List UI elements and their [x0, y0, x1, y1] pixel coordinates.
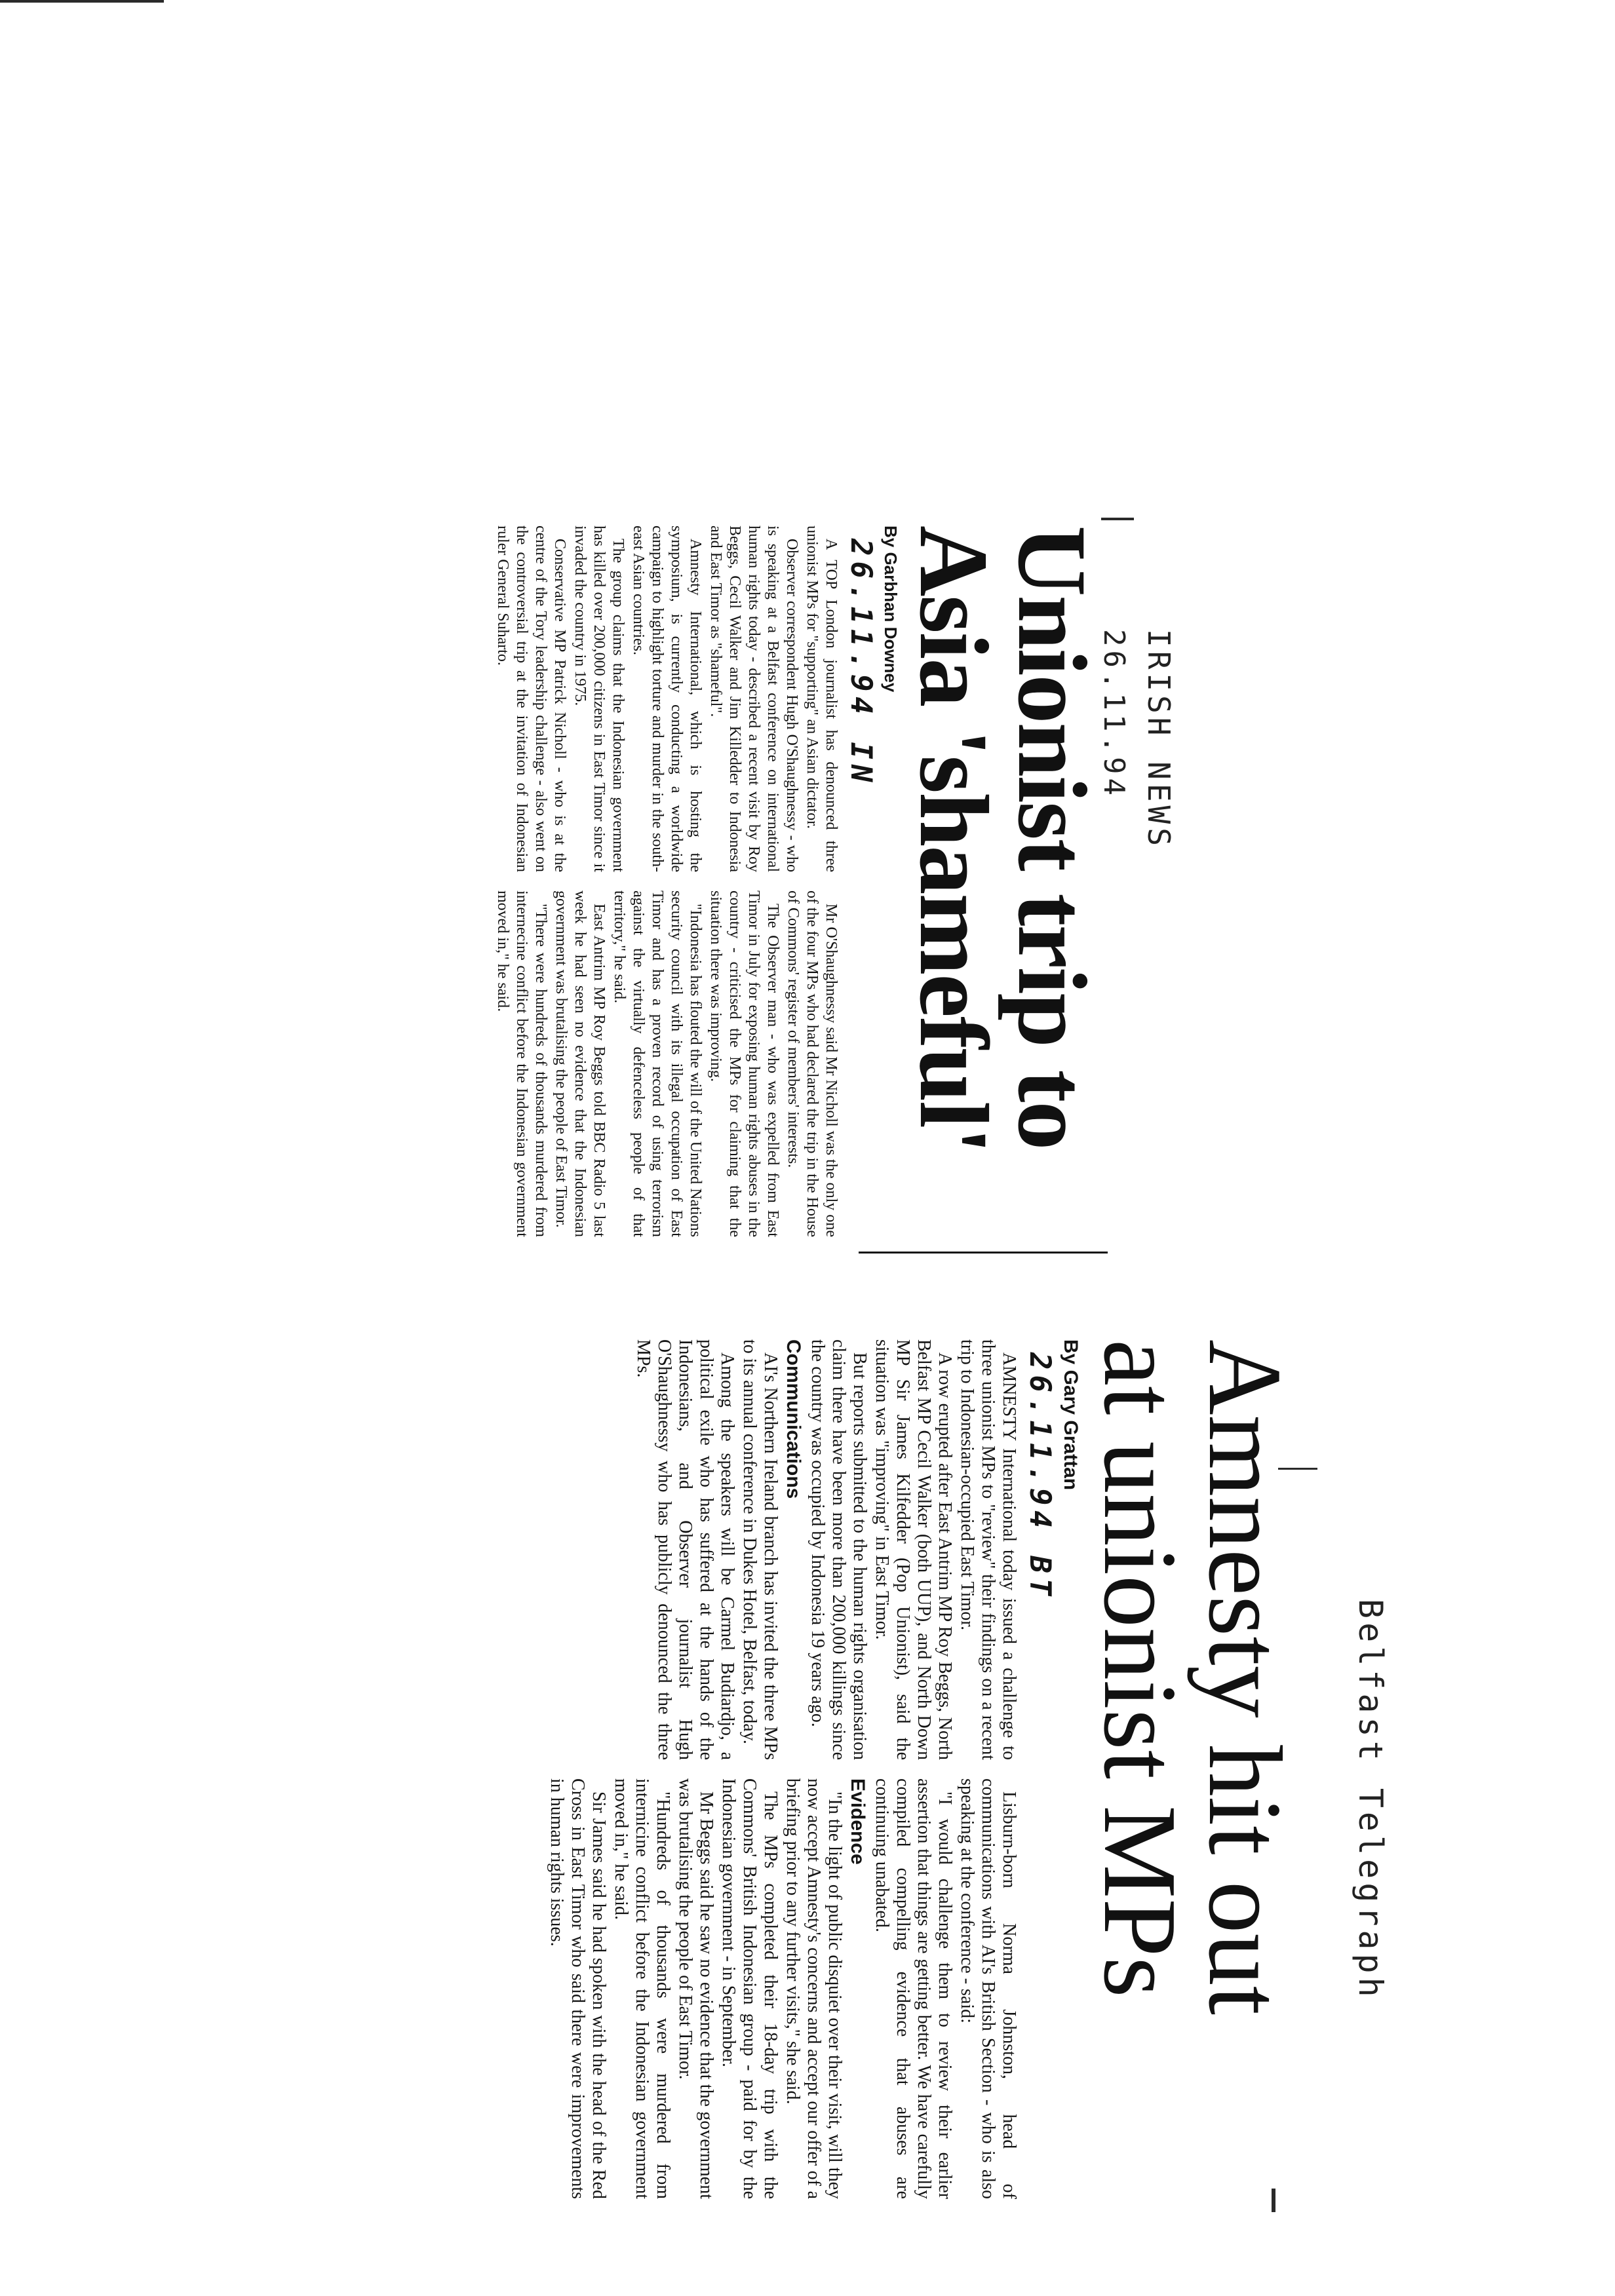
- paragraph: "Hundreds of thousands were murdered from internicine conflict before the Indonesian government moved in," he said.: [611, 1778, 673, 2199]
- paragraph: "There were hundreds of thousands murdered from internecine conflict before the Indonesian government moved in," he said.: [494, 890, 549, 1237]
- handwritten-date: 26.11.94 BT: [1023, 1352, 1057, 1601]
- subheading-evidence: Evidence: [847, 1778, 868, 1865]
- byline: By Gary Grattan: [1060, 1339, 1081, 1491]
- article-body: [545, 1339, 1019, 2199]
- headline-line-1: Unionist trip to: [998, 526, 1106, 1149]
- paragraph: The Observer man - who was expelled from East Timor in July for exposing human rights abuses in the country - criticised the MPs for claiming that the situation there was improving.: [707, 890, 781, 1237]
- article-amnesty-hit-out: [125, 1330, 1304, 2208]
- body-column-2: [545, 1778, 1019, 2199]
- paragraph: A row erupted after East Antrim MP Roy Beggs, North Belfast MP Cecil Walker (both UUP), and North Down MP Sir James Kilfedder (Pop Unionist), said the situation was "improving" in East Timor.: [872, 1339, 955, 1760]
- body-column-1: [492, 526, 840, 872]
- paragraph: The MPs completed their 18-day trip with the Commons' British Indonesian group - paid for by the Indonesian government - in September.: [718, 1778, 781, 2199]
- paragraph: Mr O'Shaughnessy said Mr Nicholl was the only one of the four MPs who had declared the trip in the House of Commons' register of members' interests.: [785, 890, 840, 1237]
- paragraph: East Antrim MP Roy Beggs told BBC Radio 5 last week he had seen no evidence that the Indonesian government was brutalising the people of East Timor.: [553, 890, 608, 1237]
- paragraph: "In the light of public disquiet over their visit, will they now accept Amnesty's concerns and accept our offer of a briefing prior to any further visits," she said.: [783, 1778, 845, 2199]
- headline-line-2: Asia 'shameful': [899, 526, 1008, 1153]
- source-date-note: 26.11.94: [1097, 629, 1131, 799]
- body-column-2: [492, 890, 840, 1237]
- source-note-irish-news: IRISH NEWS: [1141, 629, 1177, 850]
- paragraph: Amnesty International, which is hosting the symposium, is currently conducting a worldwide campaign to highlight torture and murder in the south-east Asian countries.: [630, 526, 704, 872]
- paragraph: Among the speakers will be Carmel Budiardjo, a political exile who has suffered at the hands of the Indonesians, and Observer journalist Hugh O'Shaughnessy who has publicly denounced the three MPs.: [633, 1339, 737, 1760]
- headline-line-1: Amnesty hit out: [1187, 1339, 1304, 2016]
- paragraph: AI's Northern Ireland branch has invited the three MPs to its annual conference in Dukes Hotel, Belfast, today.: [739, 1339, 781, 1760]
- paragraph: Conservative MP Patrick Nicholl - who is at the centre of the Tory leadership challenge - also went on the controversial trip at the invitation of Indonesian ruler General Suharto.: [494, 526, 568, 872]
- column-rule: [859, 1252, 1108, 1253]
- handwritten-date: 26.11.94 IN: [844, 539, 878, 788]
- paragraph: Lisburn-born Norma Johnston, head of communications with AI's British Section - who is also speaking at the conference - said:: [957, 1778, 1019, 2199]
- article-unionist-trip: [144, 518, 1108, 1245]
- paragraph: "I would challenge them to review their earlier assertion that things are getting better. We have carefully compiled compelling evidence that abuses are continuing unabated.: [872, 1778, 955, 2199]
- article-body: [492, 526, 840, 1237]
- paragraph: AMNESTY International today issued a challenge to three unionist MPs to "review" their findings on a recent trip to Indonesian-occupied East Timor.: [957, 1339, 1019, 1760]
- source-note-belfast-telegraph: Belfast Telegraph: [1352, 1599, 1390, 2001]
- paragraph: A TOP London journalist has denounced three unionist MPs for "supporting" an Asian dictator.: [804, 526, 840, 872]
- paragraph: "Indonesia has flouted the will of the United Nations security council with its illegal occupation of East Timor and has a proven record of using terrorism against the virtually defenceless people of that territory," he said.: [611, 890, 704, 1237]
- headline-line-2: at unionist MPs: [1082, 1339, 1199, 1998]
- body-column-1: [545, 1339, 1019, 1760]
- paragraph: But reports submitted to the human rights organisation claim there have been more than 200,000 killings since the country was occupied by Indonesia 19 years ago.: [808, 1339, 870, 1760]
- paragraph: Mr Beggs said he saw no evidence that the government was brutalising the people of East Timor.: [675, 1778, 716, 2199]
- paragraph: Observer correspondent Hugh O'Shaughnessy - who is speaking at a Belfast conference on international human rights today - described a recent visit by Roy Beggs, Cecil Walker and Jim Killedder to Indonesia and East Timor as "shameful".: [707, 526, 800, 872]
- byline: By Garbhan Downey: [881, 526, 901, 693]
- subheading-communications: Communications: [783, 1339, 804, 1499]
- paragraph: Sir James said he had spoken with the head of the Red Cross in East Timor who said there were improvements in human rights issues.: [547, 1778, 609, 2199]
- paragraph: The group claims that the Indonesian government has killed over 200,000 citizens in East Timor since it invaded the country in 1975.: [572, 526, 627, 872]
- scan-edge-line: [0, 0, 164, 3]
